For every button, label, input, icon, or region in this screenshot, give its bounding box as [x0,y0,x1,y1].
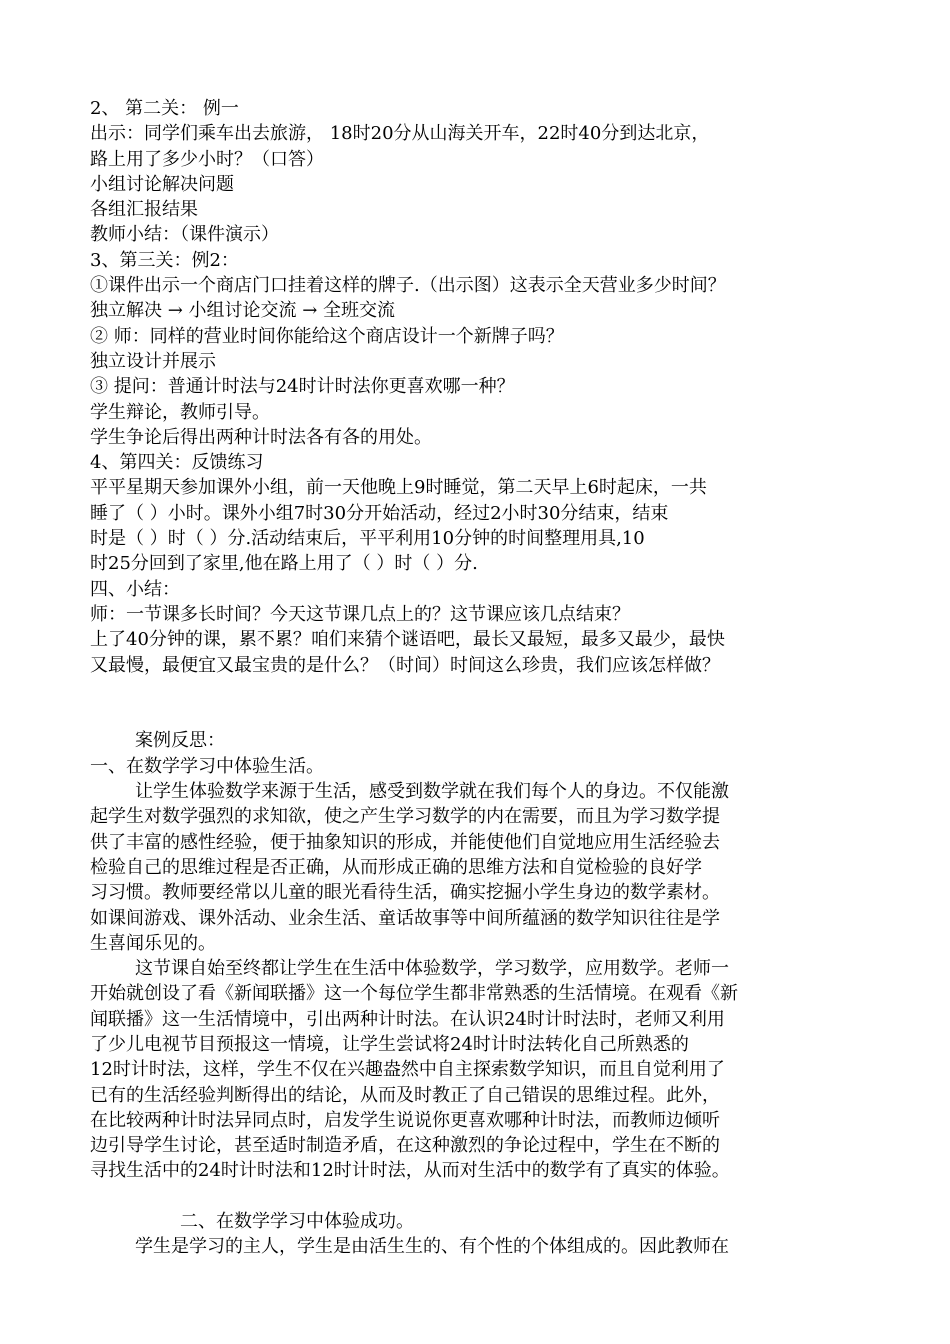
text-line: 习习惯。教师要经常以儿童的眼光看待生活，确实挖掘小学生身边的数学素材。 [90,882,720,904]
text-line: 这节课自始至终都让学生在生活中体验数学，学习数学，应用数学。老师一 [135,958,729,980]
text-line: 寻找生活中的24时计时法和12时计时法，从而对生活中的数学有了真实的体验。 [90,1160,730,1182]
text-line: 2、 第二关： 例一 [90,98,239,119]
text-line: 独立设计并展示 [90,350,216,372]
text-line: 生喜闻乐见的。 [90,932,216,954]
text-line: 时25分回到了家里,他在路上用了（ ）时（ ）分. [90,553,478,575]
text-line: ③ 提问：普通计时法与24时计时法你更喜欢哪一种？ [90,376,515,398]
text-line: 12时计时法，这样，学生不仅在兴趣盎然中自主探索数学知识，而且自觉利用了 [90,1059,725,1081]
text-line: 小组讨论解决问题 [90,173,234,195]
text-line: 教师小结：（课件演示） [90,224,279,246]
text-line: 如课间游戏、课外活动、业余生活、童话故事等中间所蕴涵的数学知识往往是学 [90,907,720,929]
blank-line [90,678,880,703]
text-line: 路上用了多少小时？（口答） [90,148,324,170]
text-line: 学生是学习的主人，学生是由活生生的、有个性的个体组成的。因此教师在 [135,1236,729,1258]
text-line: 4、第四关：反馈练习 [90,452,264,474]
text-line: 四、小结： [90,578,180,600]
text-line: 又最慢，最便宜又最宝贵的是什么？（时间）时间这么珍贵，我们应该怎样做？ [90,654,720,676]
blank-line [90,703,880,728]
text-line: 案例反思： [135,730,225,752]
text-line: 让学生体验数学来源于生活，感受到数学就在我们每个人的身边。不仅能激 [135,781,729,803]
text-line: 了少儿电视节目预报这一情境，让学生尝试将24时计时法转化自己所熟悉的 [90,1033,689,1055]
text-line: 师：一节课多长时间？今天这节课几点上的？这节课应该几点结束？ [90,603,630,625]
text-line: 学生辩论，教师引导。 [90,401,270,423]
text-line: 独立解决 → 小组讨论交流 → 全班交流 [90,300,396,322]
text-line: 学生争论后得出两种计时法各有各的用处。 [90,426,432,448]
text-line: 3、第三关：例2： [90,249,239,271]
text-line: 检验自己的思维过程是否正确，从而形成正确的思维方法和自觉检验的良好学 [90,856,702,878]
text-line: ①课件出示一个商店门口挂着这样的牌子.（出示图）这表示全天营业多少时间？ [90,275,726,297]
blank-line [90,1184,880,1209]
text-line: 闻联播》这一生活情境中，引出两种计时法。在认识24时计时法时，老师又利用 [90,1008,725,1030]
document-page [90,96,880,1260]
text-line: 在比较两种计时法异同点时，启发学生说说你更喜欢哪种计时法，而教师边倾听 [90,1109,720,1131]
text-line: ② 师：同样的营业时间你能给这个商店设计一个新牌子吗？ [90,325,564,347]
text-line: 睡了（ ）小时。课外小组7时30分开始活动，经过2小时30分结束，结束 [90,502,669,524]
text-line: 边引导学生讨论，甚至适时制造矛盾，在这种激烈的争论过程中，学生在不断的 [90,1135,720,1157]
text-line: 开始就创设了看《新闻联播》这一个每位学生都非常熟悉的生活情境。在观看《新 [90,983,738,1005]
text-line: 供了丰富的感性经验，便于抽象知识的形成，并能使他们自觉地应用生活经验去 [90,831,720,853]
text-line: 各组汇报结果 [90,199,198,221]
text-line: 平平星期天参加课外小组，前一天他晚上9时睡觉，第二天早上6时起床，一共 [90,477,707,499]
text-line: 已有的生活经验判断得出的结论，从而及时教正了自己错误的思维过程。此外， [90,1084,720,1106]
text-line: 一、在数学学习中体验生活。 [90,755,324,777]
text-line: 起学生对数学强烈的求知欲，使之产生学习数学的内在需要，而且为学习数学提 [90,806,720,828]
text-line: 出示：同学们乘车出去旅游， 18时20分从山海关开车，22时40分到达北京， [90,123,710,145]
text-line: 上了40分钟的课，累不累？咱们来猜个谜语吧，最长又最短，最多又最少，最快 [90,629,725,651]
text-line: 时是（ ）时（ ）分.活动结束后，平平利用10分钟的时间整理用具,10 [90,528,645,550]
text-line: 二、在数学学习中体验成功。 [180,1211,414,1233]
